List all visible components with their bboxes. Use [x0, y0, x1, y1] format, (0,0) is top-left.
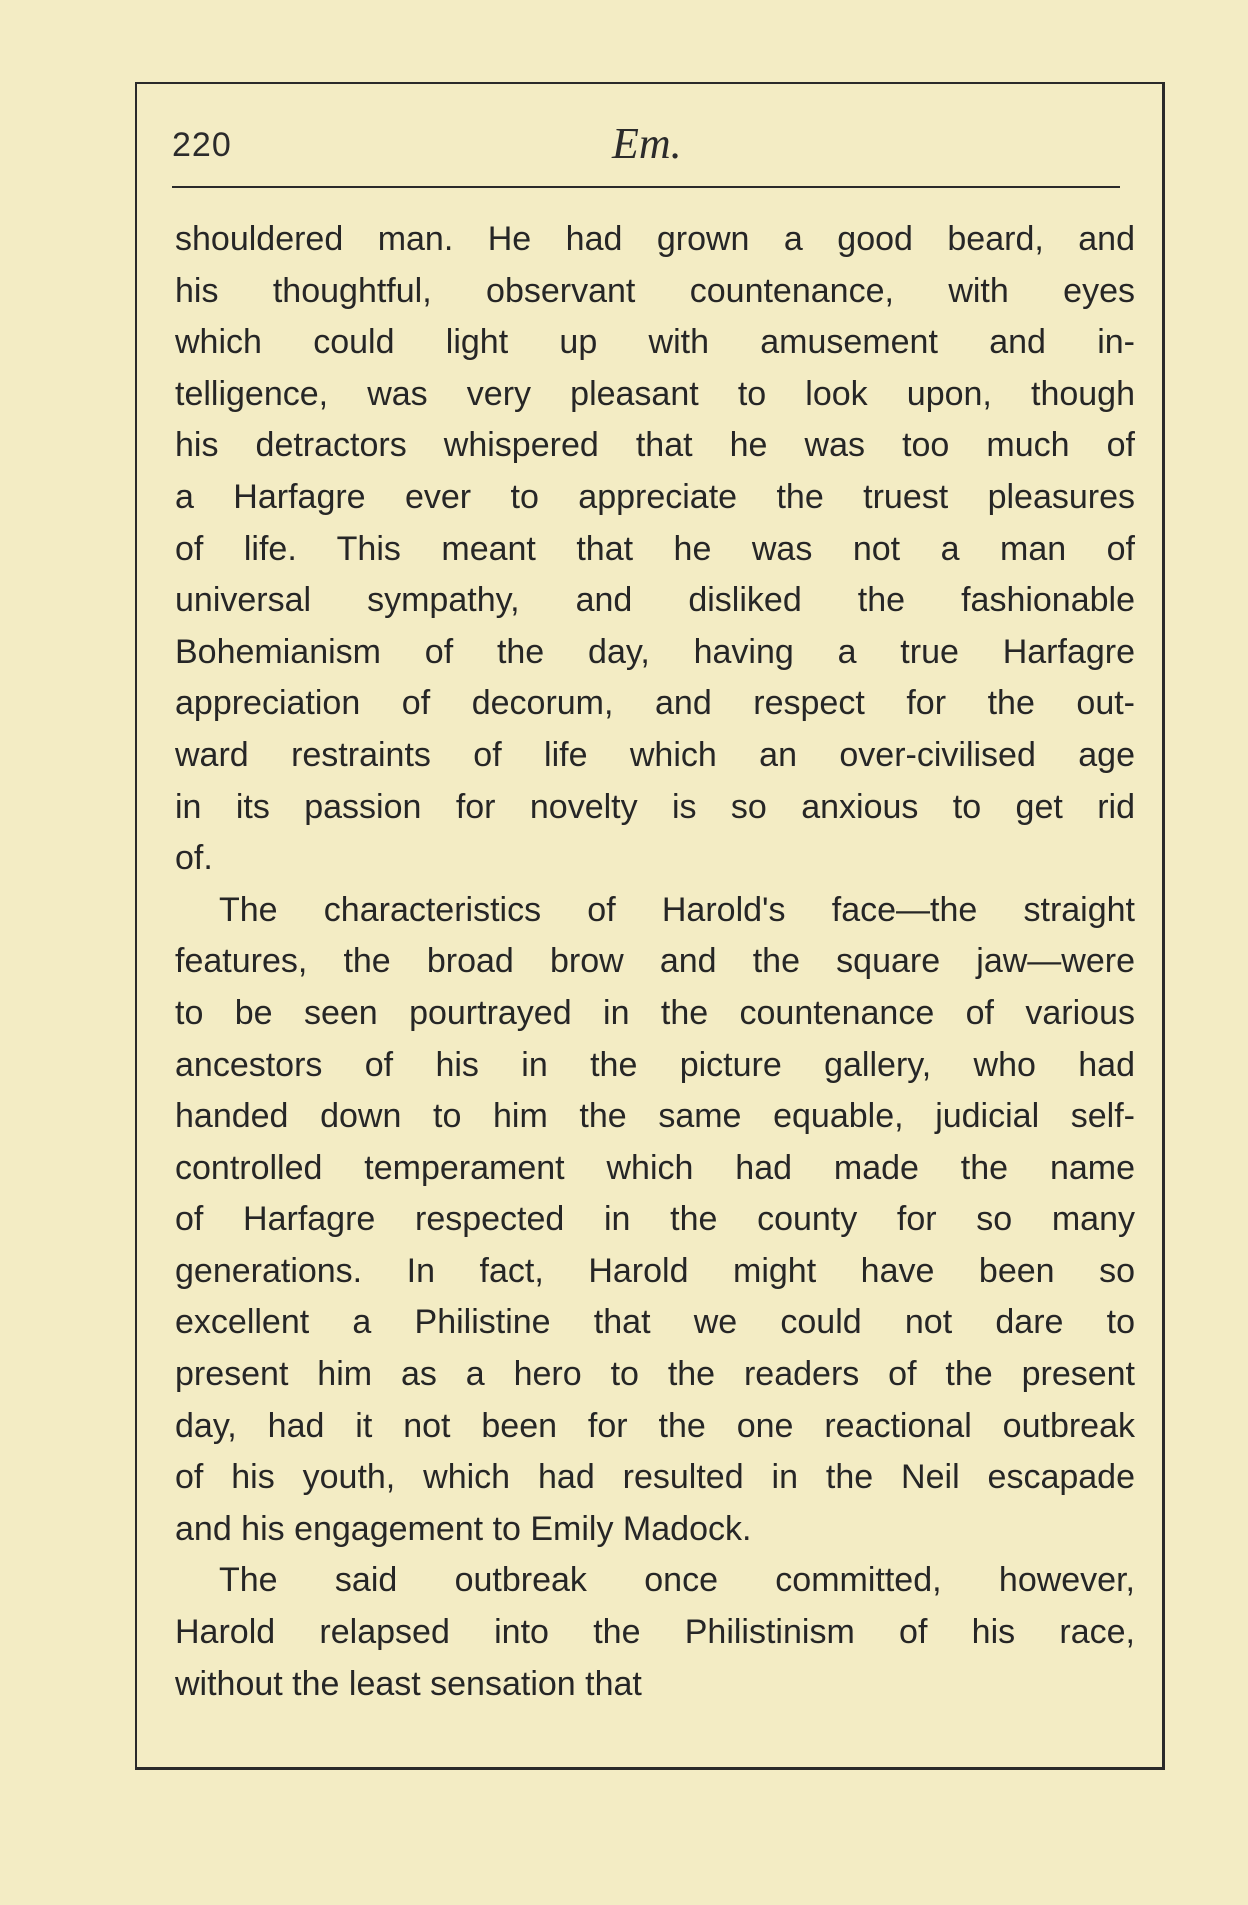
text-line: of his youth, which had resulted in the Neil escapade [175, 1458, 1135, 1497]
text-line: to be seen pourtrayed in the countenance of various [175, 993, 1135, 1032]
text-line: Harold relapsed into the Philistinism of his race, [175, 1613, 1135, 1652]
text-line: a Harfagre ever to appreciate the truest pleasures [175, 477, 1135, 516]
text-line: of. [175, 839, 213, 878]
text-line: of Harfagre respected in the county for so many [175, 1200, 1135, 1239]
text-line: features, the broad brow and the square jaw—were [175, 942, 1135, 981]
header-rule [172, 186, 1120, 188]
text-line: his thoughtful, observant countenance, with eyes [175, 271, 1135, 310]
text-line: appreciation of decorum, and respect for the out- [175, 684, 1135, 723]
text-line: which could light up with amusement and in- [175, 323, 1135, 362]
text-line: ancestors of his in the picture gallery, who had [175, 1045, 1135, 1084]
page-header [172, 118, 1122, 168]
page-number: 220 [172, 126, 232, 164]
body-text [175, 214, 1135, 1710]
running-title: Em. [612, 119, 682, 168]
text-line: telligence, was very pleasant to look upon, though [175, 374, 1135, 413]
text-line: controlled temperament which had made the name [175, 1148, 1135, 1187]
text-line: The characteristics of Harold's face—the straight [219, 890, 1135, 929]
text-line: Bohemianism of the day, having a true Harfagre [175, 632, 1135, 671]
text-line: handed down to him the same equable, judicial self- [175, 1097, 1135, 1136]
text-line: in its passion for novelty is so anxious to get rid [175, 787, 1135, 826]
text-line: ward restraints of life which an over-civilised age [175, 735, 1135, 774]
text-line: his detractors whispered that he was too much of [175, 426, 1135, 465]
text-line: The said outbreak once committed, however, [219, 1561, 1135, 1600]
text-line: shouldered man. He had grown a good beard, and [175, 220, 1135, 258]
text-line: day, had it not been for the one reactional outbreak [175, 1406, 1135, 1445]
text-line: generations. In fact, Harold might have been so [175, 1251, 1135, 1290]
text-line: of life. This meant that he was not a man of [175, 529, 1135, 568]
text-line: and his engagement to Emily Madock. [175, 1509, 752, 1548]
text-line: universal sympathy, and disliked the fashionable [175, 581, 1135, 620]
text-line: present him as a hero to the readers of the present [175, 1355, 1135, 1394]
text-line: without the least sensation that [175, 1664, 642, 1703]
text-line: excellent a Philistine that we could not dare to [175, 1303, 1135, 1342]
